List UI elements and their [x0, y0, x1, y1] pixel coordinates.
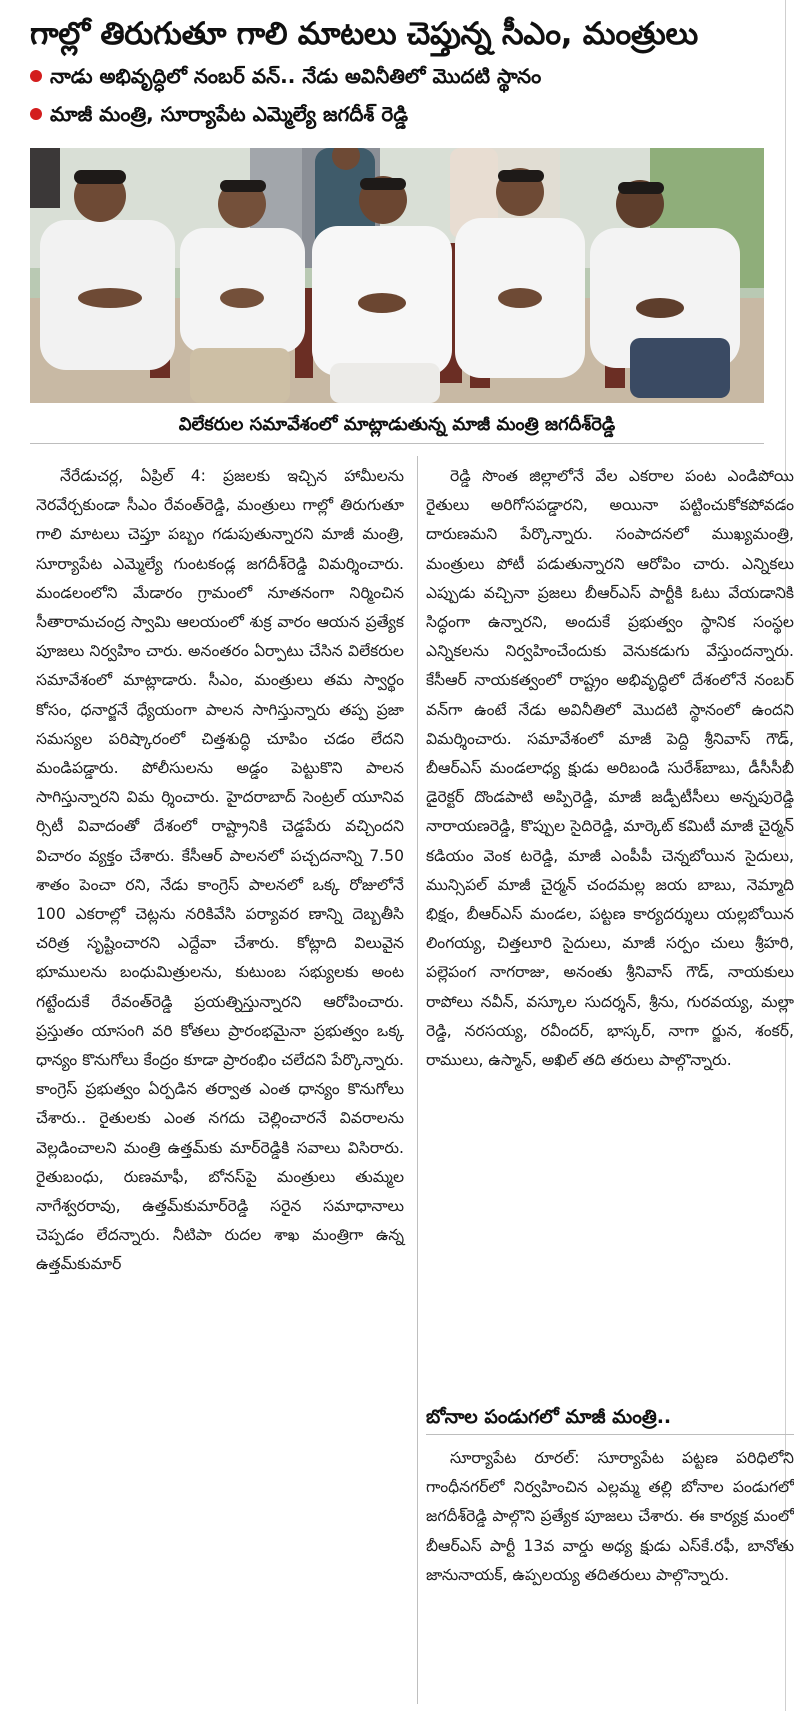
article-body-left: నేరేడుచర్ల, ఏప్రిల్ 4: ప్రజలకు ఇచ్చిన హామీలను నెరవేర్చకుండా సీఎం రేవంత్‌రెడ్డి, మంత్రులు గాల్లో తిరుగుతూ గాలి మాటలు చెప్తూ పబ్బం గడుపుతున్నారని మాజీ మంత్రి, సూర్యాపేట ఎమ్మెల్యే గుంటకండ్ల జగదీశ్‌రెడ్డి విమర్శించారు. మండలంలోని మేడారం గ్రామంలో నూతనంగా నిర్మించిన సీతారామచంద్ర స్వామి ఆలయంలో శుక్ర వారం ఆయన ప్రత్యేక పూజలు నిర్వహిం చారు. అనంతరం ఏర్పాటు చేసిన విలేకరుల సమావేశంలో మాట్లాడారు. సీఎం, మంత్రులు తమ స్వార్థం కోసం, ధనార్జనే ధ్యేయంగా పాలన సాగిస్తున్నారు తప్ప ప్రజా సమస్యల పరిష్కారంలో చిత్తశుద్ధి చూపిం చడం లేదని మండిపడ్డారు. పోలీసులను అడ్డం పెట్టుకొని పాలన సాగిస్తున్నారని విమ ర్శించారు. హైదరాబాద్ సెంట్రల్ యూనివ ర్సిటీ వివాదంతో దేశంలో రాష్ట్రానికి చెడ్డపేరు వచ్చిందని విచారం వ్యక్తం చేశారు. కేసీఆర్ పాలనలో పచ్చదనాన్ని 7.50 శాతం పెంచా రని, నేడు కాంగ్రెస్ పాలనలో ఒక్క రోజులోనే 100 ఎకరాల్లో చెట్లను నరికివేసి పర్యావర ణాన్ని దెబ్బతీసి చరిత్ర సృష్టించారని ఎద్దేవా చేశారు. కోట్లాది విలువైన భూములను బంధుమిత్రులను, కుటుంబ సభ్యులకు అంట గట్టేందుకే రేవంత్‌రెడ్డి ప్రయత్నిస్తున్నారని ఆరోపించారు. ప్రస్తుతం యాసంగి వరి కోతలు ప్రారంభమైనా ప్రభుత్వం ఒక్క ధాన్యం కొనుగోలు కేంద్రం కూడా ప్రారంభిం చలేదని పేర్కొన్నారు. కాంగ్రెస్ ప్రభుత్వం ఏర్పడిన తర్వాత ఎంత ధాన్యం కొనుగోలు చేశారు.. రైతులకు ఎంత నగదు చెల్లించారనే వివరాలను వెల్లడించాలని మంత్రి ఉత్తమ్‌కు మార్‌రెడ్డికి సవాలు విసిరారు. రైతుబంధు, రుణమాఫీ, బోనస్‌పై మంత్రులు తుమ్మల నాగేశ్వరరావు, ఉత్తమ్‌కుమార్‌రెడ్డి సరైన సమాధానాలు చెప్పడం లేదన్నారు. నీటిపా రుదల శాఖ మంత్రిగా ఉన్న ఉత్తమ్‌కుమార్ — [36, 467, 404, 1274]
bullet-icon — [30, 70, 42, 82]
subheadline-1-text: నాడు అభివృద్ధిలో నంబర్ వన్.. నేడు అవినీతిలో మొదటి స్థానం — [50, 64, 542, 88]
photo-illustration — [30, 148, 764, 403]
bullet-icon — [30, 108, 42, 120]
headline: గాల్లో తిరుగుతూ గాలి మాటలు చెప్తున్న సీఎం, మంత్రులు — [30, 16, 698, 52]
article-body-right: రెడ్డి సొంత జిల్లాలోనే వేల ఎకరాల పంట ఎండిపోయి రైతులు అరిగోసపడ్డారని, అయినా పట్టించుకోకపోవడం దారుణమని పేర్కొన్నారు. సంపాదనలో ముఖ్యమంత్రి, మంత్రులు పోటీ పడుతున్నారని ఆరోపిం చారు. ఎన్నికలు ఎప్పుడు వచ్చినా ప్రజలు బీఆర్‌ఎస్ పార్టీకి ఓటు వేయడానికి సిద్ధంగా ఉన్నారని, అందుకే ప్రభుత్వం స్థానిక సంస్థల ఎన్నికలను నిర్వహించేందుకు వెనుకడుగు వేస్తుందన్నారు. కేసీఆర్ నాయకత్వంలో రాష్ట్రం అభివృద్ధిలో దేశంలోనే నంబర్ వన్‌గా ఉంటే నేడు అవినీతిలో మొదటి స్థానంలో ఉందని విమర్శించారు. సమావేశంలో మాజీ పెద్ది శ్రీనివాస్ గౌడ్, బీఆర్‌ఎస్ మండలాధ్య క్షుడు అరిబండి సురేశ్‌బాబు, డీసీసీబీ డైరెక్టర్ దొండపాటి అప్పిరెడ్డి, మాజీ జడ్పీటీసీలు అన్నపురెడ్డి నారాయణరెడ్డి, కొప్పుల సైదిరెడ్డి, మార్కెట్ కమిటీ మాజీ చైర్మన్ కడియం వెంక టరెడ్డి, మాజీ ఎంపీపీ చెన్నబోయిన సైదులు, మున్సిపల్ మాజీ చైర్మన్ చందమల్ల జయ బాబు, నెమ్మాది భిక్షం, బీఆర్‌ఎస్ మండల, పట్టణ కార్యదర్శులు యల్లబోయిన లింగయ్య, చిత్తలూరి సైదులు, మాజీ సర్పం చులు శ్రీహరి, పల్లెపంగ నాగరాజు, అనంతు శ్రీనివాస్ గౌడ్, నాయకులు రాపోలు నవీన్, వస్కూల సుదర్శన్, శ్రీను, గురవయ్య, మల్లా రెడ్డి, నరసయ్య, రవీందర్, భాస్కర్, నాగా ర్జున, శంకర్, రాములు, ఉస్మాన్, అఖిల్ తది తరులు పాల్గొన్నారు. — [426, 467, 794, 1070]
photo-caption: విలేకరుల సమావేశంలో మాట్లాడుతున్న మాజీ మంత్రి జగదీశ్‌రెడ్డి — [30, 407, 764, 444]
subheadline-1 — [30, 62, 770, 90]
subheadline-2 — [30, 100, 770, 128]
news-photo — [30, 148, 764, 403]
column-divider — [417, 456, 418, 1704]
second-story-body: సూర్యాపేట రూరల్: సూర్యాపేట పట్టణ పరిధిలోని గాంధీనగర్‌లో నిర్వహించిన ఎల్లమ్మ తల్లి బోనాల పండుగలో జగదీశ్‌రెడ్డి పాల్గొని ప్రత్యేక పూజలు చేశారు. ఈ కార్యక్ర మంలో బీఆర్‌ఎస్ పార్టీ 13వ వార్డు అధ్య క్షుడు ఎస్‌కే.రఫీ, బానోతు జానునాయక్, ఉప్పలయ్య తదితరులు పాల్గొన్నారు. — [426, 1449, 794, 1584]
second-story-headline: బోనాల పండుగలో మాజీ మంత్రి.. — [426, 1400, 794, 1435]
subheadline-2-text: మాజీ మంత్రి, సూర్యాపేట ఎమ్మెల్యే జగదీశ్ రెడ్డి — [50, 102, 408, 126]
